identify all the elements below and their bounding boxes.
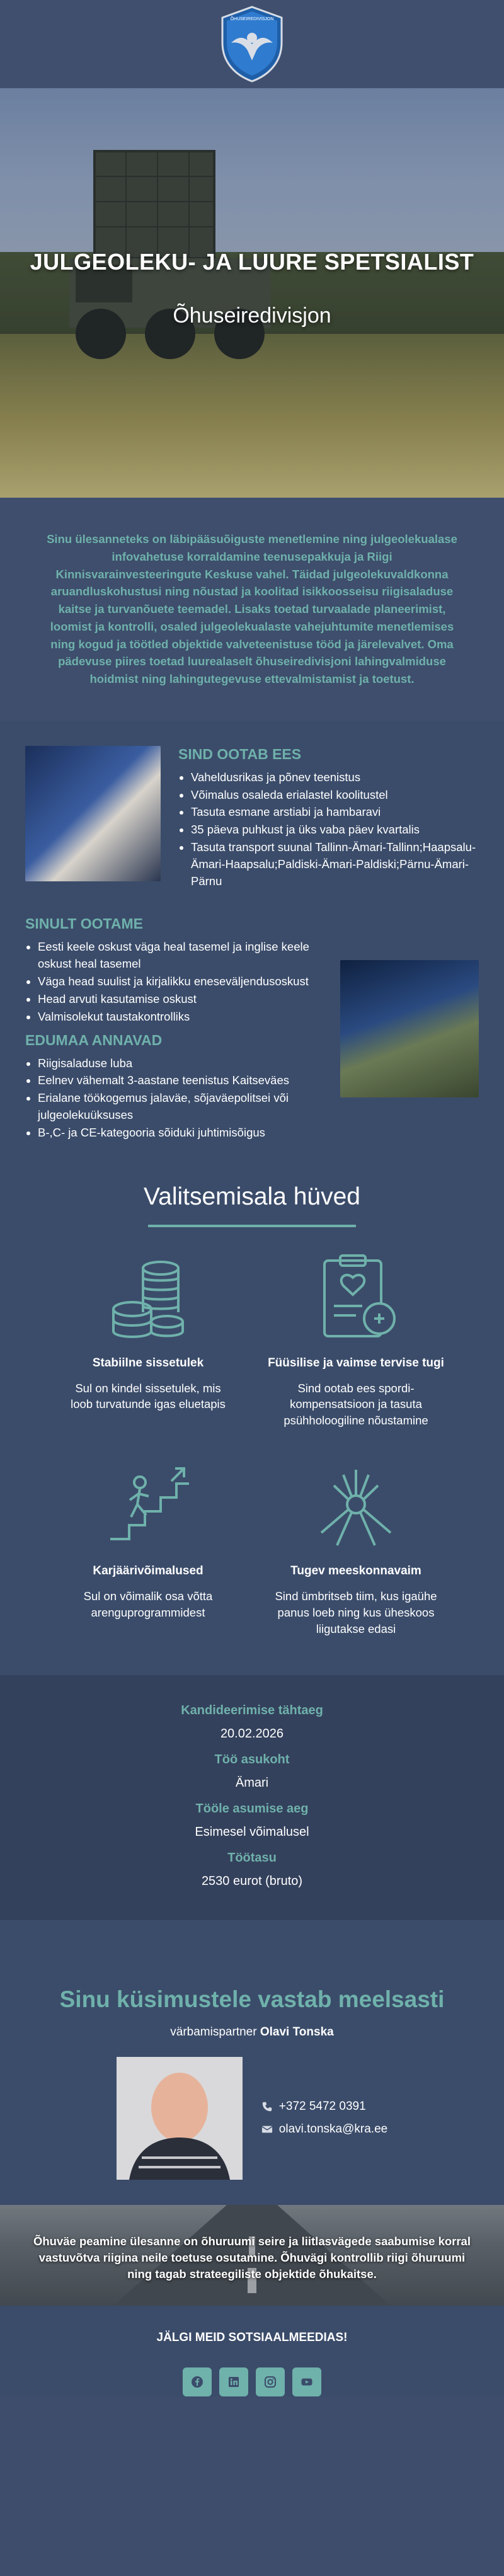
job-title: JULGEOLEKU- JA LUURE SPETSIALIST [30,249,474,275]
advantage-list [25,1055,323,1142]
list-item: • Riigisaladuse luba [38,1055,323,1072]
list-item: • 35 päeva puhkust ja üks vaba päev kvartalis [191,821,479,839]
benefit-name: Karjäärivõimalused [93,1564,203,1578]
deadline-value: 20.02.2026 [220,1726,284,1741]
benefit-item [252,1457,460,1637]
contact-email-line[interactable] [261,2122,387,2136]
list-item: • Vaheldusrikas ja põnev teenistus [191,769,479,786]
team-hands-icon [309,1457,403,1552]
location-label: Töö asukoht [214,1752,290,1766]
contact-phone[interactable]: +372 5472 0391 [278,2100,366,2114]
salary-value: 2530 eurot (bruto) [201,1874,303,1888]
expect-list [25,939,323,1025]
list-item: • Eelnev vähemalt 3-aastane teenistus Kaitseväes [38,1072,323,1089]
list-item: • Valmisolekut taustakontrolliks [38,1009,323,1026]
benefit-desc: Sul on kindel sissetulek, mis loob turvatunde igas eluetapis [71,1381,226,1411]
benefits-title: Valitsemisala hüved [144,1182,360,1210]
benefit-desc: Sul on võimalik osa võtta arenguprogrammidest [83,1589,213,1620]
offer-block [178,746,479,891]
list-item: • Erialane töökogemus jalaväe, sõjaväepolitsei või julgeolekuüksuses [38,1090,323,1124]
advantage-heading: EDUMAA ANNAVAD [25,1031,163,1048]
instagram-icon[interactable] [256,2367,285,2396]
benefit-item [252,1249,460,1429]
linkedin-icon[interactable] [219,2367,248,2396]
hero-banner [0,88,504,498]
air-force-banner [0,2205,504,2306]
requirements-block [25,915,323,1142]
hero-overlay [0,88,504,498]
list-item: • Tasuta transport suunal Tallinn-Ämari-Tallinn;Haapsalu-Ämari-Haapsalu;Paldiski-Ämari-Paldiski;Pärnu-Ämari-Pärnu [191,839,479,890]
deadline-label: Kandideerimise tähtaeg [181,1703,323,1717]
header [0,0,504,88]
benefit-name: Stabiilne sissetulek [92,1356,204,1370]
benefit-name: Tugev meeskonnavaim [290,1564,421,1578]
contact-subtitle [0,2025,504,2039]
contact-email[interactable]: olavi.tonska@kra.ee [278,2122,388,2136]
benefit-name: Füüsilise ja vaimse tervise tugi [268,1356,444,1370]
benefit-item [44,1249,252,1429]
social-links [0,2367,504,2396]
list-item: • Head arvuti kasutamise oskust [38,991,323,1008]
social-title: JÄLGI MEID SOTSIAALMEEDIAS! [156,2330,348,2344]
expect-heading: SINULT OOTAME [25,915,143,932]
list-item: • Tasuta esmane arstiabi ja hambaravi [191,804,479,821]
facebook-icon[interactable] [183,2367,212,2396]
career-stairs-icon [101,1457,195,1552]
coins-icon [101,1249,195,1344]
list-item: • Eesti keele oskust väga heal tasemel ja inglise keele oskust heal tasemel [38,939,323,973]
air-defense-emblem-icon[interactable] [219,5,285,83]
youtube-icon[interactable] [292,2367,321,2396]
benefit-desc: Sind ootab ees spordi-kompensatsioon ja tasuta psühholoogiline nõustamine [284,1381,428,1428]
start-label: Tööle asumise aeg [195,1801,309,1816]
contact-name: Olavi Tonska [260,2025,334,2039]
benefits-section [0,1155,504,1675]
office-photo [25,746,161,881]
start-value: Esimesel võimalusel [195,1824,309,1839]
list-item: • Väga head suulist ja kirjalikku eneseväljendusoskust [38,973,323,990]
location-value: Ämari [235,1775,269,1790]
contact-details [261,2091,387,2145]
banner-text: Õhuväe peamine ülesanne on õhuruumi seire ja liitlasvägede saabumise korral vastuvõtva riigina neile toetuse osutamine. Õhuvägi kontrollib riigi õhuruumi ning tagab strateegiliste objektide õhukaitse. [33,2234,471,2281]
offer-heading: SIND OOTAB EES [178,745,302,762]
intro-text: Sinu ülesanneteks on läbipääsuõiguste menetlemine ning julgeolekualase infovahetuse korraldamine teenusepakkuja ja Riigi Kinnisvarainvesteeringute Keskuse vahel. Täidad julgeolekuvaldkonna aruandluskohustusi ning nõustad ja koolitad isikkoosseisu riigisaladuse kaitse ja turvanõuete teemadel. Lisaks toetad turvaalade planeerimist, loomist ja kontrolli, osaled julgeolekualaste vahejuhtumite menetlemises ning kogud ja töötled objektide valveteenistuse tööd ja järelevalvet. Oma pädevuse piires toetad luurealaselt õhuseiredivisjoni lahingvalmiduse hoidmist ning lahingutegevuse ettevalmistamist ja toetust. [0,498,504,721]
unit-name: Õhuseiredivisjon [173,304,331,328]
contact-phone-line[interactable] [261,2100,387,2114]
svg-text:ÕHUSEIREDIVISJON: ÕHUSEIREDIVISJON [230,17,274,21]
operator-photo [340,960,479,1097]
contact-role: värbamispartner [170,2025,260,2039]
benefits-divider [148,1225,356,1227]
offer-list [178,769,479,890]
phone-icon [261,2101,273,2112]
job-info-section [0,721,504,1155]
list-item: • B-,C- ja CE-kategooria sõiduki juhtimisõigus [38,1125,323,1142]
contact-title: Sinu küsimustele vastab meelsasti [59,1986,445,2012]
contact-avatar [117,2057,243,2180]
footer [0,2306,504,2396]
list-item: • Võimalus osaleda erialastel koolitustel [191,787,479,804]
benefit-item [44,1457,252,1637]
benefit-desc: Sind ümbritseb tiim, kus igaühe panus loeb ning kus üheskoos liigutakse edasi [275,1589,437,1636]
job-details [0,1675,504,1920]
email-icon [261,2124,273,2135]
contact-section [0,1920,504,2205]
medical-clipboard-icon [309,1249,403,1344]
salary-label: Töötasu [227,1850,277,1865]
